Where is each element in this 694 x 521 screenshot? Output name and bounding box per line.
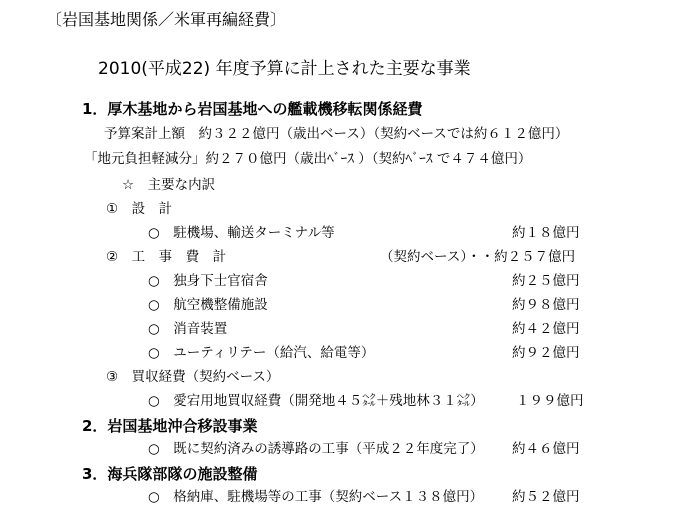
- acquisition-label: ③ 買収経費（契約ベース）: [106, 369, 280, 385]
- document-title: 2010(平成22) 年度予算に計上された主要な事業: [98, 59, 471, 79]
- construction-item-amount: 約９２億円: [512, 345, 580, 361]
- section-2-heading: 2．岩国基地沖合移設事業: [82, 417, 258, 435]
- construction-item: ○ ユーティリテー（給汽、給電等）: [148, 345, 375, 361]
- construction-item: ○ 消音装置: [148, 321, 228, 337]
- construction-item: ○ 航空機整備施設: [148, 297, 268, 313]
- design-item-amount: 約１８億円: [512, 225, 580, 241]
- construction-item: ○ 独身下士官宿舎: [148, 273, 268, 289]
- construction-item-amount: 約９８億円: [512, 297, 580, 313]
- section-3-heading: 3．海兵隊部隊の施設整備: [82, 465, 258, 483]
- construction-item-amount: 約４２億円: [512, 321, 580, 337]
- local-burden-line: 「地元負担軽減分」約２７０億円（歳出ﾍﾞｰｽ ）（契約ﾍﾞｰｽ で４７４億円）: [84, 151, 532, 167]
- design-item: ○ 駐機場、輸送ターミナル等: [148, 225, 335, 241]
- budget-line: 予算案計上額 約３２２億円（歳出ベース）（契約ベースでは約６１２億円）: [104, 126, 569, 142]
- construction-contract-total: （契約ベース）・・約２５７億円: [380, 249, 576, 265]
- offshore-item: ○ 既に契約済みの誘導路の工事（平成２２年度完了）: [148, 441, 484, 457]
- marine-item: ○ 格納庫、駐機場等の工事（契約ベース１３８億円）: [148, 489, 484, 505]
- acquisition-item-amount: １９９億円: [516, 393, 584, 409]
- design-label: ① 設 計: [106, 201, 173, 217]
- offshore-item-amount: 約４６億円: [512, 441, 580, 457]
- construction-label: ② 工 事 費 計: [106, 249, 227, 265]
- section-1-heading: 1．厚木基地から岩国基地への艦載機移転関係経費: [82, 100, 423, 118]
- marine-item-amount: 約５２億円: [512, 489, 580, 505]
- breakdown-label: ☆ 主要な内訳: [122, 177, 216, 193]
- document-header: 〔岩国基地関係／米軍再編経費〕: [46, 10, 287, 29]
- acquisition-item: ○ 愛宕用地買収経費（開発地４５㌶＋残地林３１㌶）: [148, 393, 484, 409]
- construction-item-amount: 約２５億円: [512, 273, 580, 289]
